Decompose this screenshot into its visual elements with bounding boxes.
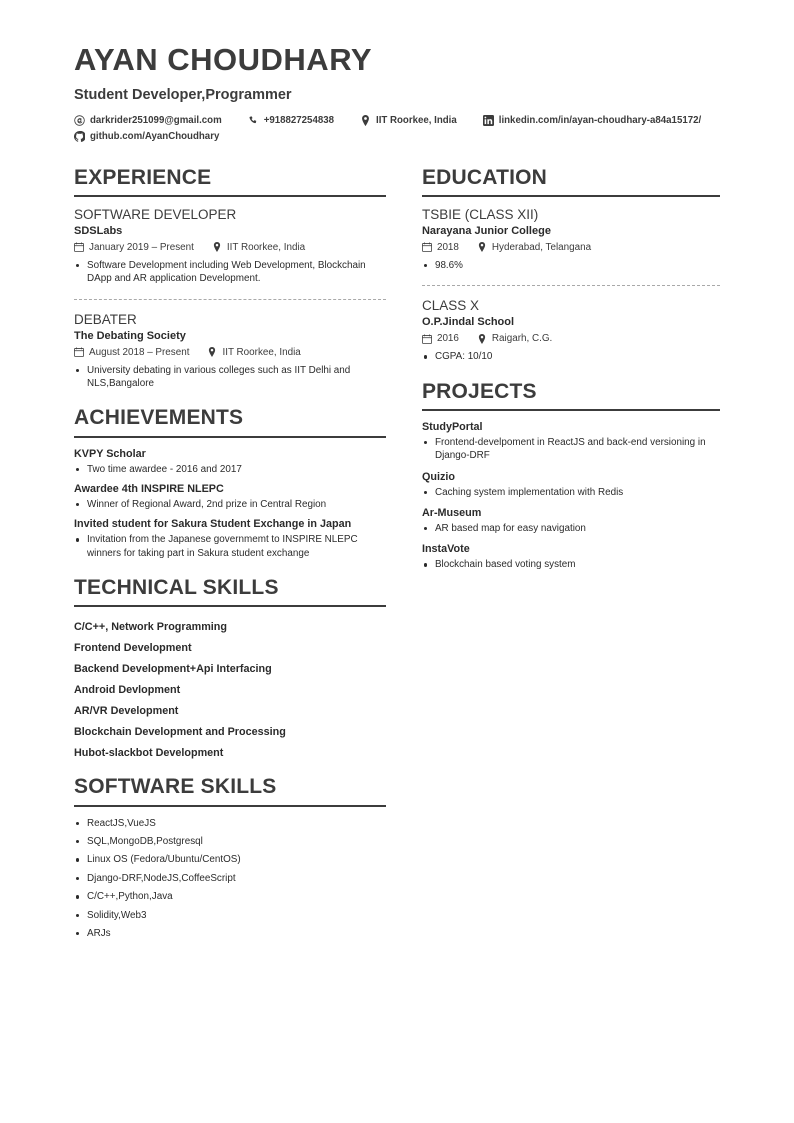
education-school: O.P.Jindal School: [421, 316, 515, 329]
achievement-bullets: [74, 463, 386, 476]
resume-body: [74, 164, 720, 955]
experience-bullets: [74, 364, 386, 391]
contact-row: [74, 115, 720, 147]
project-name: StudyPortal: [421, 420, 483, 433]
technical-skill: Frontend Development: [74, 642, 192, 655]
section-rule: [422, 195, 720, 197]
list-item: ARJs: [74, 927, 386, 940]
education-meta: [422, 333, 720, 344]
project-item: [422, 543, 720, 571]
project-item: [422, 507, 720, 535]
location-icon: [477, 333, 487, 344]
education-location-text: Hyderabad, Telangana: [491, 241, 592, 253]
calendar-icon: [422, 242, 432, 253]
experience-entry: [74, 312, 386, 391]
experience-location: [207, 347, 300, 358]
contact-location-text: IIT Roorkee, India: [376, 114, 457, 126]
section-title-achievements: ACHIEVEMENTS: [74, 406, 244, 430]
education-date-text: 2018: [436, 241, 459, 253]
section-rule: [422, 409, 720, 411]
contact-email-text: darkrider251099@gmail.com: [90, 114, 222, 126]
experience-meta: [74, 242, 386, 253]
linkedin-icon: [483, 115, 494, 126]
section-rule: [74, 195, 386, 197]
achievement-bullets: [74, 498, 386, 511]
education-degree: TSBIE (CLASS XII): [421, 206, 539, 222]
list-item: ReactJS,VueJS: [74, 817, 386, 830]
contact-email[interactable]: [74, 115, 222, 126]
education-date: [422, 333, 459, 344]
experience-bullets: [74, 259, 386, 286]
list-item: Invitation from the Japanese governmemt to INSPIRE NLEPC winners for taking part in Sakura student exchange: [74, 533, 386, 560]
experience-meta: [74, 347, 386, 358]
divider: [422, 285, 720, 286]
project-bullets: [422, 558, 720, 571]
achievement-bullets: [74, 533, 386, 560]
experience-date-text: August 2018 – Present: [89, 346, 190, 358]
achievement-item: [74, 448, 386, 476]
education-entry: [422, 207, 720, 272]
list-item: Django-DRF,NodeJS,CoffeeScript: [74, 872, 386, 885]
education-bullets: [422, 259, 720, 272]
section-rule: [74, 605, 386, 607]
candidate-subtitle: Student Developer,Programmer: [74, 86, 292, 103]
education-school: Narayana Junior College: [421, 224, 551, 237]
contact-github-text: github.com/AyanChoudhary: [90, 130, 220, 142]
calendar-icon: [74, 242, 84, 253]
section-rule: [74, 436, 386, 438]
list-item: Linux OS (Fedora/Ubuntu/CentOS): [74, 853, 386, 866]
project-bullets: [422, 436, 720, 463]
technical-skill: Backend Development+Api Interfacing: [74, 663, 272, 676]
github-icon: [74, 131, 85, 142]
list-item: Solidity,Web3: [74, 909, 386, 922]
education-date: [422, 242, 459, 253]
experience-role: DEBATER: [74, 311, 137, 327]
list-item: CGPA: 10/10: [422, 350, 720, 363]
section-rule: [74, 805, 386, 807]
experience-org: The Debating Society: [74, 329, 186, 342]
project-item: [422, 471, 720, 499]
technical-skill: Android Devlopment: [74, 684, 181, 697]
experience-location: [212, 242, 305, 253]
list-item: Blockchain based voting system: [422, 558, 720, 571]
contact-github[interactable]: [74, 131, 219, 142]
section-title-experience: EXPERIENCE: [74, 165, 212, 189]
education-date-text: 2016: [436, 333, 459, 345]
education-entry: [422, 298, 720, 363]
technical-skill: Hubot-slackbot Development: [74, 747, 224, 760]
location-icon: [212, 242, 222, 253]
experience-date: [74, 242, 194, 253]
education-location: [477, 333, 552, 344]
experience-role: SOFTWARE DEVELOPER: [74, 206, 237, 222]
education-location-text: Raigarh, C.G.: [491, 333, 553, 345]
section-projects: [422, 378, 720, 572]
technical-skill: C/C++, Network Programming: [74, 621, 227, 634]
candidate-name: AYAN CHOUDHARY: [74, 42, 373, 77]
project-name: InstaVote: [421, 543, 470, 556]
experience-location-text: IIT Roorkee, India: [222, 346, 301, 358]
phone-icon: [248, 115, 259, 126]
project-bullets: [422, 522, 720, 535]
education-location: [477, 242, 591, 253]
list-item: SQL,MongoDB,Postgresql: [74, 835, 386, 848]
section-title-software-skills: SOFTWARE SKILLS: [74, 775, 277, 799]
resume-header: [74, 42, 720, 147]
project-item: [422, 421, 720, 463]
achievement-heading: Awardee 4th INSPIRE NLEPC: [74, 483, 224, 496]
email-icon: [74, 115, 85, 126]
list-item: Software Development including Web Development, Blockchain DApp and AR application Development.: [74, 259, 386, 286]
divider: [74, 299, 386, 300]
list-item: C/C++,Python,Java: [74, 890, 386, 903]
section-technical-skills: [74, 574, 386, 759]
achievement-heading: KVPY Scholar: [74, 447, 146, 460]
education-bullets: [422, 350, 720, 363]
achievement-item: [74, 518, 386, 560]
section-title-projects: PROJECTS: [421, 379, 537, 403]
education-meta: [422, 242, 720, 253]
section-title-education: EDUCATION: [421, 165, 548, 189]
contact-linkedin-text: linkedin.com/in/ayan-choudhary-a84a15172/: [498, 114, 702, 126]
education-degree: CLASS X: [421, 298, 479, 314]
project-name: Ar-Museum: [421, 507, 482, 520]
experience-date-text: January 2019 – Present: [89, 241, 194, 253]
experience-org: SDSLabs: [74, 224, 123, 237]
left-column: [74, 164, 422, 955]
list-item: Two time awardee - 2016 and 2017: [74, 463, 386, 476]
achievement-item: [74, 483, 386, 511]
list-item: Caching system implementation with Redis: [422, 486, 720, 499]
achievement-heading: Invited student for Sakura Student Exchange in Japan: [74, 518, 352, 531]
contact-phone-text: +918827254838: [263, 114, 334, 126]
location-icon: [360, 115, 371, 126]
contact-location: [360, 115, 457, 126]
calendar-icon: [74, 347, 84, 358]
section-title-technical-skills: TECHNICAL SKILLS: [74, 576, 279, 600]
experience-location-text: IIT Roorkee, India: [226, 241, 306, 253]
list-item: 98.6%: [422, 259, 720, 272]
project-bullets: [422, 486, 720, 499]
contact-phone[interactable]: [248, 115, 334, 126]
calendar-icon: [422, 333, 432, 344]
list-item: AR based map for easy navigation: [422, 522, 720, 535]
location-icon: [477, 242, 487, 253]
location-icon: [207, 347, 217, 358]
experience-entry: [74, 207, 386, 286]
right-column: [422, 164, 720, 955]
technical-skill: AR/VR Development: [74, 705, 179, 718]
section-achievements: [74, 404, 386, 560]
project-name: Quizio: [421, 470, 455, 483]
contact-linkedin[interactable]: [483, 115, 701, 126]
technical-skill: Blockchain Development and Processing: [74, 726, 286, 739]
list-item: University debating in various colleges such as IIT Delhi and NLS,Bangalore: [74, 364, 386, 391]
section-software-skills: [74, 773, 386, 940]
list-item: Frontend-develpoment in ReactJS and back-end versioning in Django-DRF: [422, 436, 720, 463]
experience-date: [74, 347, 189, 358]
list-item: Winner of Regional Award, 2nd prize in Central Region: [74, 498, 386, 511]
section-education: [422, 164, 720, 364]
software-skill-list: [74, 817, 386, 941]
section-experience: [74, 164, 386, 391]
